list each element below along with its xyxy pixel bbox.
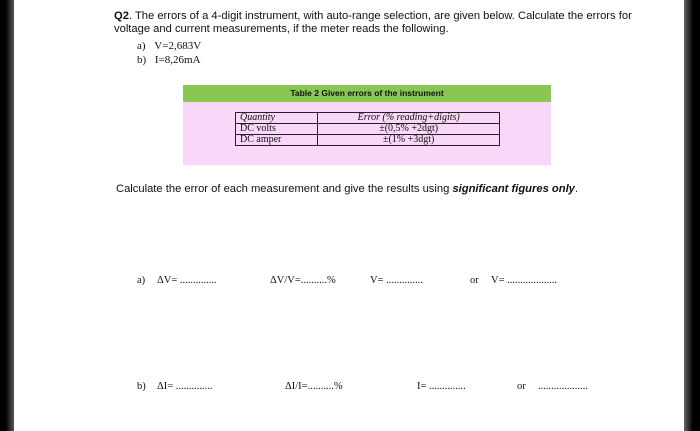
instruction-text xyxy=(116,183,578,195)
answer-a-relative-v: ΔV/V=..........% xyxy=(270,275,336,286)
answer-b-relative-i: ΔI/I=..........% xyxy=(285,381,343,392)
table-header-row xyxy=(236,113,500,124)
question-text xyxy=(114,10,634,36)
header-error: Error (% reading+digits) xyxy=(318,113,500,124)
reading-b-label: b) xyxy=(137,54,147,66)
question-number: Q2 xyxy=(114,10,129,22)
row-error: ±(1% +3dgt) xyxy=(318,135,500,146)
answer-b-label: b) xyxy=(137,381,146,392)
errors-table-box xyxy=(183,85,551,165)
answer-a-delta-v: ΔV= .............. xyxy=(157,275,217,286)
errors-table xyxy=(235,112,500,146)
row-quantity: DC volts xyxy=(236,124,318,135)
instruction-emphasis: significant figures only xyxy=(452,183,575,195)
reading-a-label: a) xyxy=(137,40,146,52)
answer-b-i-alt: ................... xyxy=(538,381,588,392)
reading-a xyxy=(137,40,201,52)
row-error: ±(0,5% +2dgt) xyxy=(318,124,500,135)
left-dark-edge xyxy=(0,0,14,431)
reading-b xyxy=(137,54,201,66)
instruction-suffix: . xyxy=(574,183,579,195)
question-body: . The errors of a 4-digit instrument, with auto-range selection, are given below. Calculate the errors for voltage and current measurements, if the meter reads the following. xyxy=(114,10,632,35)
table-title: Table 2 Given errors of the instrument xyxy=(183,85,551,102)
answer-b-i-value: I= .............. xyxy=(417,381,466,392)
answer-b-or: or xyxy=(517,381,526,392)
answer-a-v-value: V= .............. xyxy=(370,275,423,286)
table-row xyxy=(236,124,500,135)
answer-b-delta-i: ΔI= .............. xyxy=(157,381,213,392)
header-quantity: Quantity xyxy=(236,113,318,124)
instruction-prefix: Calculate the error of each measurement and give the results using xyxy=(116,183,453,195)
table-row xyxy=(236,135,500,146)
row-quantity: DC amper xyxy=(236,135,318,146)
reading-a-value: V=2,683V xyxy=(154,40,202,52)
right-dark-edge xyxy=(684,0,700,431)
answer-a-or: or xyxy=(470,275,479,286)
answer-a-label: a) xyxy=(137,275,146,286)
answer-a-v-alt: V= ................... xyxy=(491,275,558,286)
reading-b-value: I=8,26mA xyxy=(154,54,201,66)
